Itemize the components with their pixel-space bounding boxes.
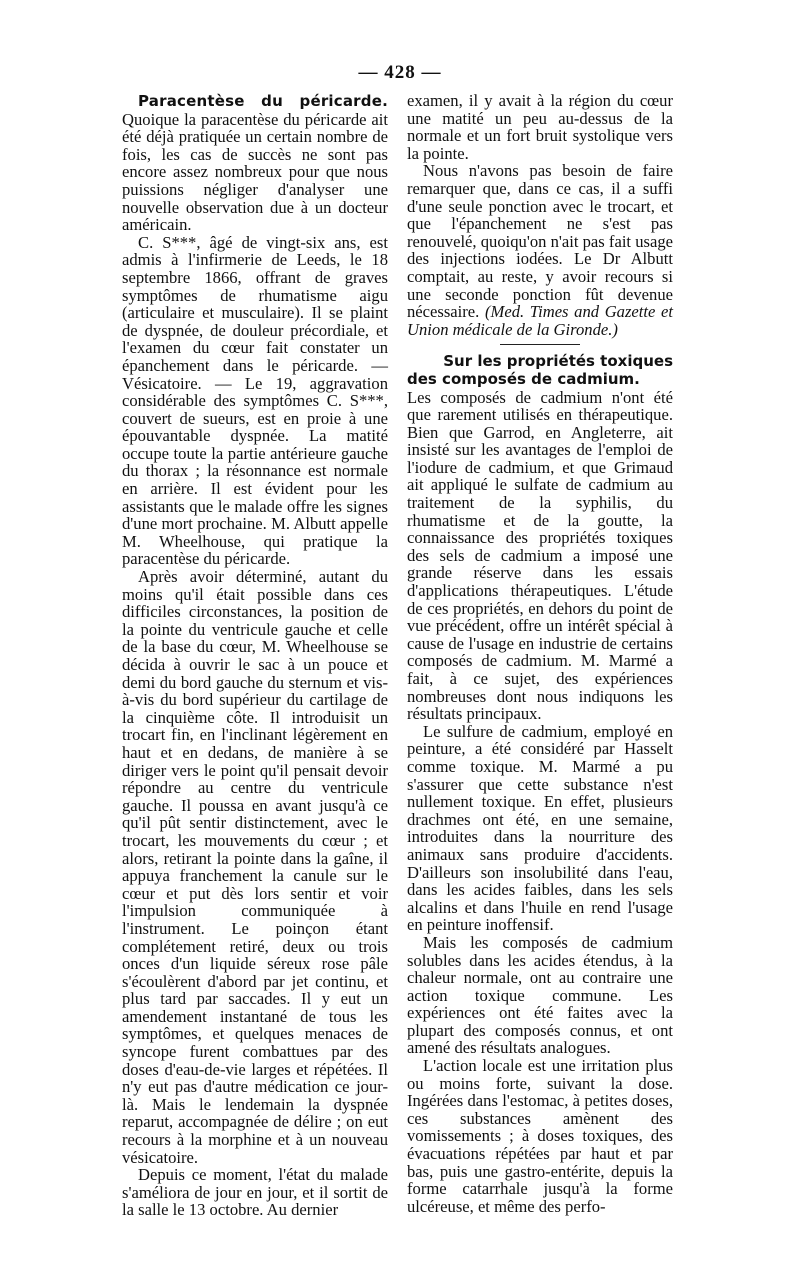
- page-number: — 428 —: [358, 62, 442, 83]
- right-paragraph-4: Le sulfure de cadmium, employé en peinture, a été considéré par Hasselt comme toxique. M. Marmé a pu s'assurer que cette substance n'est nullement toxique. En effet, plusieurs drachmes ont été, en une semaine, introduites dans la nourriture des animaux sans produire d'accidents. D'ailleurs son insolubilité dans l'eau, dans les acides faibles, dans les sels alcalins et dans l'huile en rend l'usage en peinture inoffensif.: [407, 721, 673, 935]
- left-paragraph-1-text: Quoique la paracentèse du péricarde ait été déjà pratiquée un certain nombre de fois, les cas de succès ne sont pas encore assez nombreux pour que nous puissions négliger d'analyser une nouvelle observation due à un docteur américain.: [122, 109, 388, 235]
- article-heading-cadmium-line1: Sur les propriétés toxiques: [443, 352, 673, 371]
- left-column: [122, 92, 388, 1219]
- article-heading-cadmium-line2: des composés de cadmium.: [407, 369, 640, 388]
- left-paragraph-1: [122, 92, 388, 234]
- right-paragraph-2-text: Nous n'avons pas besoin de faire remarquer que, dans ce cas, il a suffi d'une seule ponction avec le trocart, et que l'épanchement ne s'est pas renouvelé, quoiqu'on n'ait pas fait usage des injections iodées. Le Dr Albutt comptait, au reste, y avoir recours si une seconde ponction fût devenue nécessaire.: [407, 161, 673, 322]
- article-heading-paracentese: Paracentèse du péricarde.: [138, 92, 388, 110]
- left-paragraph-3: Après avoir déterminé, autant du moins qu'il était possible dans ces difficiles circonstances, la position de la pointe du ventricule gauche et celle de la base du cœur, M. Wheelhouse se décida à ouvrir le sac à un pouce et demi du bord gauche du sternum et vis-à-vis du bord supérieur du cartilage de la cinquième côte. Il introduisit un trocart fin, en l'inclinant légèrement en haut et en dedans, de manière à se diriger vers le point qu'il pensait devoir répondre au centre du ventricule gauche. Il poussa en avant jusqu'à ce qu'il pût sentir distinctement, avec le trocart, les mouvements du cœur ; et alors, retirant la pointe dans la gaîne, il appuya franchement la canule sur le cœur et put dès lors sentir et voir l'impulsion communiquée à l'instrument. Le poinçon étant complétement retiré, deux ou trois onces d'un liquide séreux rose pâle s'écoulèrent d'abord par jet continu, et plus tard par saccades. Il y eut un amendement instantané de tous les symptômes, et quelques menaces de syncope furent combattues par des doses d'eau-de-vie larges et répétées. Il n'y eut pas d'autre médication ce jour-là. Mais le lendemain la dyspnée reparut, accompagnée de délire ; on eut recours à la morphine et à un nouveau vésicatoire.: [122, 567, 388, 1167]
- citation: (Med. Times and Gazette et Union médicale de la Gironde.): [407, 302, 673, 339]
- right-column: [407, 92, 673, 1215]
- right-paragraph-1: examen, il y avait à la région du cœur une matité un peu au-dessus de la normale et un fort bruit systolique vers la pointe.: [407, 91, 673, 163]
- right-paragraph-5: Mais les composés de cadmium solubles dans les acides étendus, à la chaleur normale, ont au contraire une action toxique commune. Les expériences ont été faites avec la plupart des composés connus, et ont amené des résultats analogues.: [407, 932, 673, 1058]
- left-paragraph-2: C. S***, âgé de vingt-six ans, est admis à l'infirmerie de Leeds, le 18 septembre 1866, offrant de graves symptômes de rhumatisme aigu (articulaire et musculaire). Il se plaint de dyspnée, de douleur précordiale, et l'examen du cœur fait constater un épanchement dans le péricarde. — Vésicatoire. — Le 19, aggravation considérable des symptômes C. S***, couvert de sueurs, est en proie à une épouvantable dyspnée. La matité occupe toute la partie antérieure gauche du thorax ; la résonnance est normale en arrière. Il est évident pour les assistants que le malade offre les signes d'une mort prochaine. M. Albutt appelle M. Wheelhouse, qui pratique la paracentèse du péricarde.: [122, 232, 388, 569]
- right-paragraph-2: [407, 162, 673, 338]
- left-paragraph-4: Depuis ce moment, l'état du malade s'améliora de jour en jour, et il sortit de la salle le 13 octobre. Au dernier: [122, 1165, 388, 1220]
- right-paragraph-6: L'action locale est une irritation plus ou moins forte, suivant la dose. Ingérées dans l'estomac, à petites doses, ces substances amènent des vomissements ; à doses toxiques, des évacuations répétées par haut et par bas, puis une gastro-entérite, depuis la forme catarrhale jusqu'à la forme ulcéreuse, et même des perfo-: [407, 1056, 673, 1216]
- section-divider: [500, 344, 580, 345]
- right-paragraph-3: Les composés de cadmium n'ont été que rarement utilisés en thérapeutique. Bien que Garrod, en Angleterre, ait insisté sur les avantages de l'emploi de l'iodure de cadmium, et que Grimaud ait appliqué le sulfate de cadmium au traitement de la syphilis, du rhumatisme et de la goutte, la connaissance des propriétés toxiques des sels de cadmium a imposé une grande réserve dans les essais d'applications thérapeutiques. L'étude de ces propriétés, en dehors du point de vue précédent, offre un intérêt spécial à cause de l'usage en industrie de certains composés de cadmium. M. Marmé a fait, à ce sujet, des expériences nombreuses dont nous indiquons les résultats principaux.: [407, 387, 673, 724]
